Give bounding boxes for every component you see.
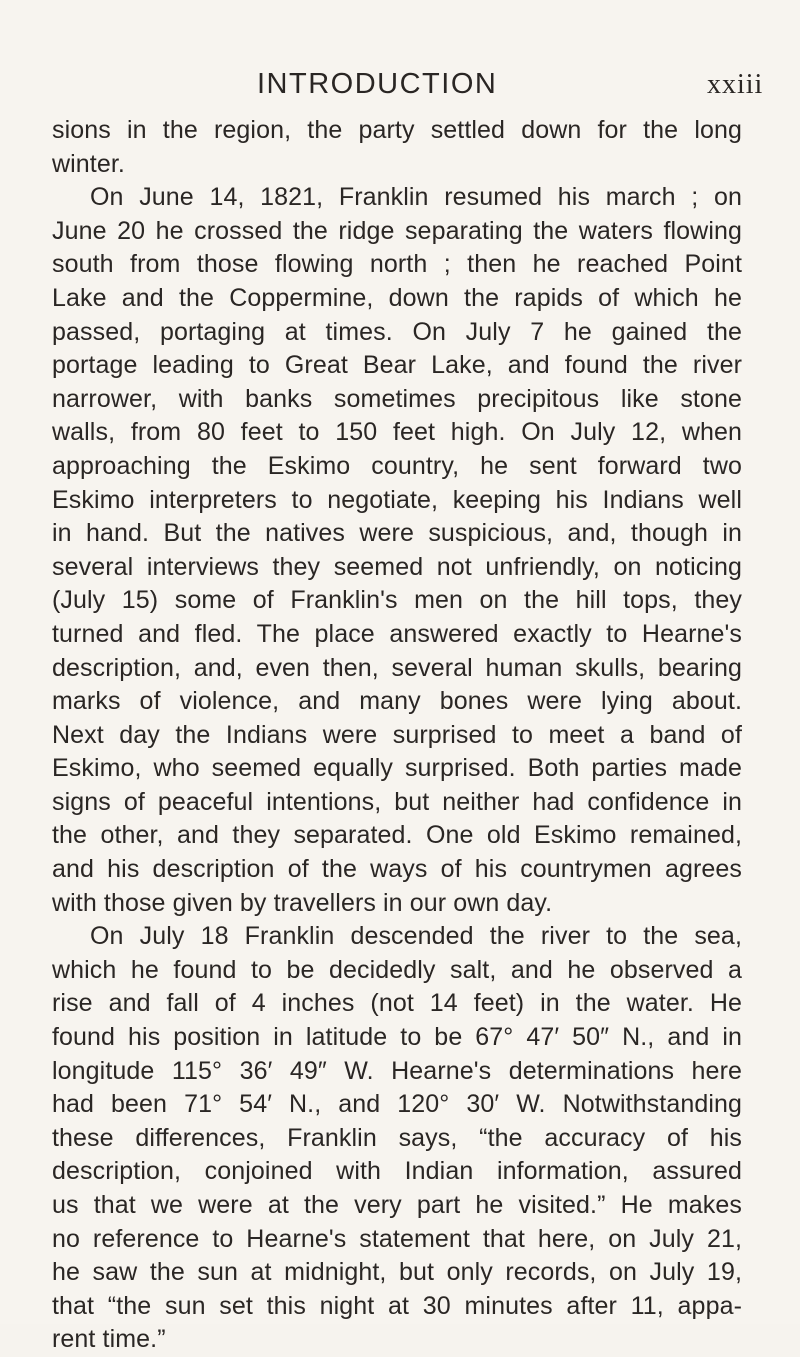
text-line: narrower, with banks sometimes precipitous like stone	[52, 384, 742, 413]
text-line: On June 14, 1821, Franklin resumed his march ; on	[90, 183, 742, 212]
text-line: June 20 he crossed the ridge separating the waters flowing	[52, 216, 742, 245]
text-line: marks of violence, and many bones were lying about.	[52, 687, 742, 716]
running-head	[0, 68, 800, 108]
page-number: xxiii	[707, 69, 764, 100]
text-line: On July 18 Franklin descended the river to the sea,	[90, 922, 742, 951]
text-line: the other, and they separated. One old Eskimo remained,	[52, 821, 742, 850]
text-line: approaching the Eskimo country, he sent forward two	[52, 451, 742, 480]
text-line: longitude 115° 36′ 49″ W. Hearne's determinations here	[52, 1056, 742, 1085]
text-line: rise and fall of 4 inches (not 14 feet) in the water. He	[52, 989, 742, 1018]
text-line: description, and, even then, several human skulls, bearing	[52, 653, 742, 682]
text-line: found his position in latitude to be 67° 47′ 50″ N., and in	[52, 1023, 742, 1052]
text-line: south from those flowing north ; then he reached Point	[52, 250, 742, 279]
body-text	[52, 114, 742, 1357]
text-line: rent time.”	[52, 1325, 166, 1354]
running-title: INTRODUCTION	[257, 68, 498, 100]
text-line: in hand. But the natives were suspicious, and, though in	[52, 519, 742, 548]
text-line: Lake and the Coppermine, down the rapids of which he	[52, 283, 742, 312]
text-line: turned and fled. The place answered exactly to Hearne's	[52, 619, 742, 648]
text-line: passed, portaging at times. On July 7 he gained the	[52, 317, 742, 346]
text-line: (July 15) some of Franklin's men on the hill tops, they	[52, 586, 742, 615]
text-line: description, conjoined with Indian information, assured	[52, 1157, 742, 1186]
text-line: us that we were at the very part he visited.” He makes	[52, 1191, 742, 1219]
text-line: several interviews they seemed not unfriendly, on noticing	[52, 552, 742, 581]
text-line: Eskimo, who seemed equally surprised. Both parties made	[52, 754, 742, 783]
text-line: with those given by travellers in our own day.	[52, 888, 553, 917]
text-line: winter.	[52, 149, 125, 178]
text-line: walls, from 80 feet to 150 feet high. On July 12, when	[52, 418, 742, 447]
text-line: sions in the region, the party settled down for the long	[52, 116, 742, 144]
text-line: no reference to Hearne's statement that here, on July 21,	[52, 1224, 742, 1253]
text-line: and his description of the ways of his countrymen agrees	[52, 855, 742, 884]
text-line: which he found to be decidedly salt, and he observed a	[52, 955, 742, 984]
text-line: Eskimo interpreters to negotiate, keeping his Indians well	[52, 485, 742, 514]
text-line: had been 71° 54′ N., and 120° 30′ W. Notwithstanding	[52, 1090, 742, 1119]
text-line: portage leading to Great Bear Lake, and found the river	[52, 351, 742, 380]
text-line: signs of peaceful intentions, but neither had confidence in	[52, 787, 742, 816]
text-line: that “the sun set this night at 30 minutes after 11, appa-	[52, 1291, 742, 1320]
text-line: these differences, Franklin says, “the accuracy of his	[52, 1123, 742, 1152]
text-line: he saw the sun at midnight, but only records, on July 19,	[52, 1258, 742, 1287]
text-line: Next day the Indians were surprised to meet a band of	[52, 720, 742, 749]
